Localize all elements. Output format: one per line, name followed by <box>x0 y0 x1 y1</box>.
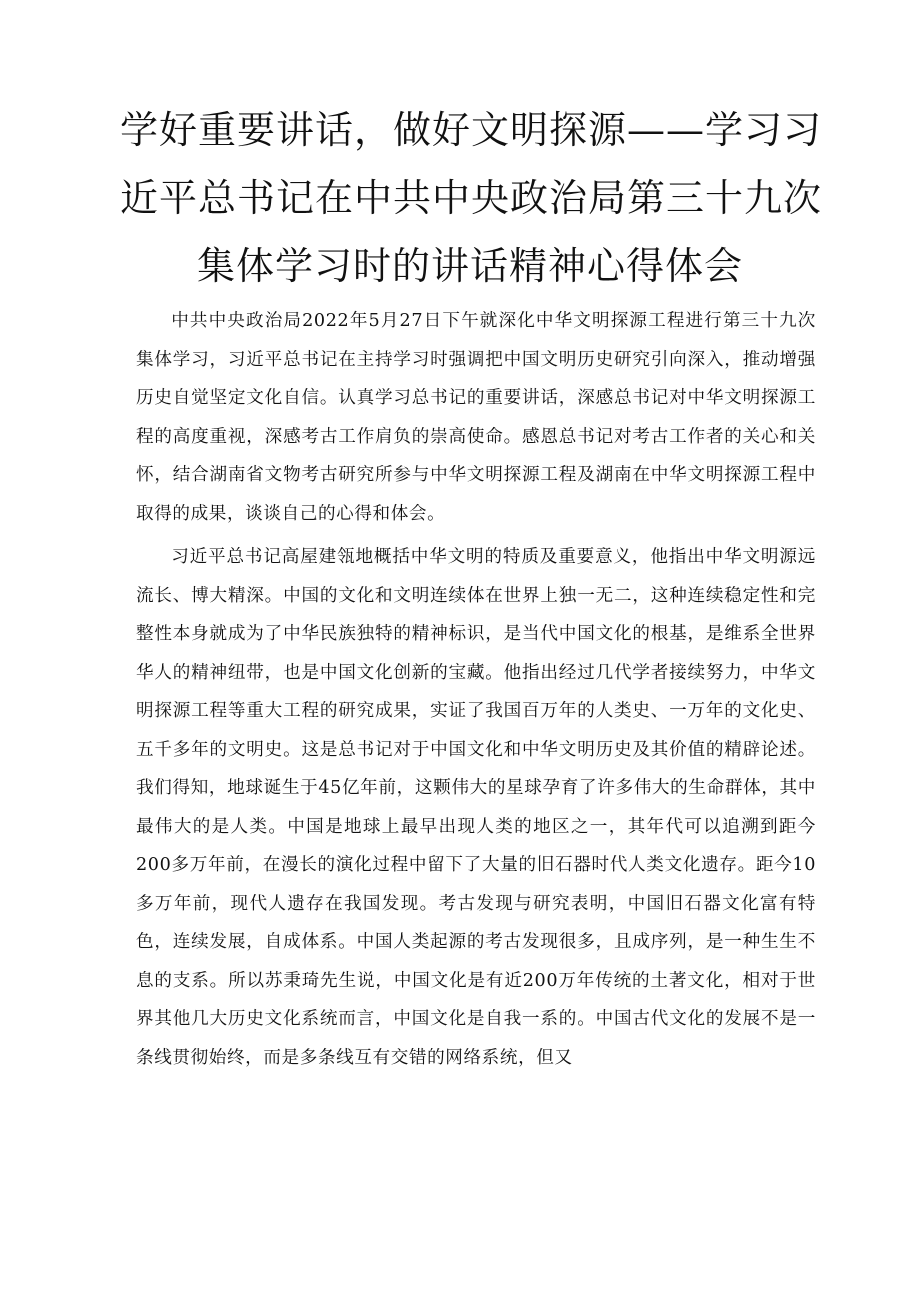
document-body <box>136 302 816 1082</box>
title-line-1: 学好重要讲话，做好文明探源——学习习 <box>120 108 823 152</box>
document-title <box>120 96 823 300</box>
title-line-3: 集体学习时的讲话精神心得体会 <box>196 244 743 288</box>
paragraph-1: 中共中央政治局2022年5月27日下午就深化中华文明探源工程进行第三十九次集体学习，习近平总书记在主持学习时强调把中国文明历史研究引向深入，推动增强历史自觉坚定文化自信。认真学习总书记的重要讲话，深感总书记对中华文明探源工程的高度重视，深感考古工作肩负的崇高使命。感恩总书记对考古工作者的关心和关怀，结合湖南省文物考古研究所参与中华文明探源工程及湖南在中华文明探源工程中取得的成果，谈谈自己的心得和体会。 <box>136 311 816 524</box>
paragraph-2: 习近平总书记高屋建瓴地概括中华文明的特质及重要意义，他指出中华文明源远流长、博大精深。中国的文化和文明连续体在世界上独一无二，这种连续稳定性和完整性本身就成为了中华民族独特的精神标识，是当代中国文化的根基，是维系全世界华人的精神纽带，也是中国文化创新的宝藏。他指出经过几代学者接续努力，中华文明探源工程等重大工程的研究成果，实证了我国百万年的人类史、一万年的文化史、五千多年的文明史。这是总书记对于中国文化和中华文明历史及其价值的精辟论述。我们得知，地球诞生于45亿年前，这颗伟大的星球孕育了许多伟大的生命群体，其中最伟大的是人类。中国是地球上最早出现人类的地区之一，其年代可以追溯到距今200多万年前，在漫长的演化过程中留下了大量的旧石器时代人类文化遗存。距今10多万年前，现代人遗存在我国发现。考古发现与研究表明，中国旧石器文化富有特色，连续发展，自成体系。中国人类起源的考古发现很多，且成序列，是一种生生不息的支系。所以苏秉琦先生说，中国文化是有近200万年传统的土著文化，相对于世界其他几大历史文化系统而言，中国文化是自我一系的。中国古代文化的发展不是一条线贯彻始终，而是多条线互有交错的网络系统，但又 <box>136 547 816 1068</box>
title-line-2: 近平总书记在中共中央政治局第三十九次 <box>120 176 823 220</box>
